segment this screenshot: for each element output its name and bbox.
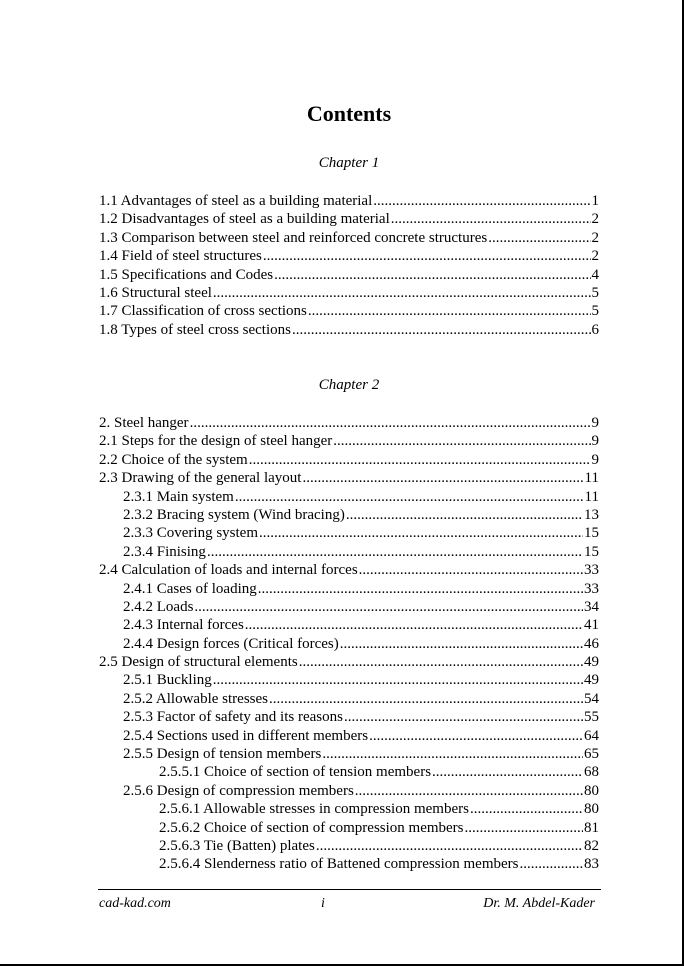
dot-leader [213, 671, 583, 689]
dot-leader [190, 414, 591, 432]
toc-entry-page: 9 [591, 451, 599, 468]
toc-entry-label: 2.5.2 Allowable stresses [123, 690, 268, 707]
toc-entry[interactable] [99, 782, 599, 800]
dot-leader [259, 524, 583, 542]
toc-entry-page: 49 [584, 654, 599, 671]
toc-entry-page: 54 [584, 690, 599, 707]
dot-leader [249, 451, 591, 469]
dot-leader [373, 192, 590, 210]
toc-entry[interactable] [99, 192, 599, 210]
toc-entry-page: 2 [591, 248, 599, 265]
dot-leader [213, 284, 591, 302]
dot-leader [470, 800, 583, 818]
toc-entry[interactable] [99, 855, 599, 873]
toc-entry-label: 1.1 Advantages of steel as a building material [99, 193, 373, 209]
toc-entry-page: 41 [584, 617, 599, 634]
toc-entry[interactable] [99, 414, 599, 432]
toc-entry-label: 2.5.6.3 Tie (Batten) plates [159, 837, 315, 854]
dot-leader [344, 708, 583, 726]
dot-leader [308, 302, 591, 320]
toc-entry-label: 2.3.4 Finising [123, 543, 206, 560]
toc-entry-page: 33 [584, 580, 599, 597]
toc-entry[interactable] [99, 432, 599, 450]
toc-entry-page: 9 [591, 415, 599, 431]
dot-leader [520, 855, 583, 873]
dot-leader [488, 229, 590, 247]
toc-entry-page: 65 [584, 746, 599, 763]
toc-entry-page: 5 [591, 303, 599, 320]
toc-entry[interactable] [99, 819, 599, 837]
dot-leader [346, 506, 583, 524]
chapter-1-toc [99, 192, 599, 339]
dot-leader [269, 690, 583, 708]
dot-leader [322, 745, 583, 763]
toc-entry[interactable] [99, 229, 599, 247]
toc-entry-label: 2.5.5 Design of tension members [123, 746, 322, 763]
toc-entry-label: 2.5.4 Sections used in different members [123, 727, 369, 744]
toc-entry-page: 15 [584, 525, 599, 542]
dot-leader [299, 653, 583, 671]
toc-entry-label: 1.3 Comparison between steel and reinforced concrete structures [99, 229, 488, 246]
toc-entry-page: 11 [584, 470, 599, 487]
toc-entry-page: 11 [584, 488, 599, 505]
dot-leader [355, 782, 583, 800]
toc-entry[interactable] [99, 837, 599, 855]
dot-leader [258, 580, 583, 598]
toc-entry-page: 13 [584, 506, 599, 523]
toc-entry-page: 6 [591, 321, 599, 338]
toc-entry[interactable] [99, 302, 599, 320]
toc-entry-page: 9 [591, 433, 599, 450]
toc-entry[interactable] [99, 469, 599, 487]
footer-author: Dr. M. Abdel-Kader [483, 896, 595, 911]
toc-entry-page: 83 [584, 856, 599, 873]
toc-entry-label: 2. Steel hanger [99, 415, 189, 431]
toc-entry[interactable] [99, 800, 599, 818]
footer-website: cad-kad.com [99, 896, 171, 911]
dot-leader [274, 266, 590, 284]
toc-entry[interactable] [99, 247, 599, 265]
toc-entry[interactable] [99, 690, 599, 708]
toc-entry-label: 1.2 Disadvantages of steel as a building material [99, 211, 390, 228]
toc-entry[interactable] [99, 506, 599, 524]
toc-entry[interactable] [99, 321, 599, 339]
footer-divider [98, 889, 601, 890]
toc-entry-label: 2.1 Steps for the design of steel hanger [99, 433, 333, 450]
toc-entry[interactable] [99, 266, 599, 284]
toc-entry-label: 2.3 Drawing of the general layout [99, 470, 302, 487]
dot-leader [292, 321, 591, 339]
toc-entry-label: 2.4.1 Cases of loading [123, 580, 257, 597]
toc-entry[interactable] [99, 653, 599, 671]
toc-entry-label: 2.5.5.1 Choice of section of tension members [159, 764, 432, 781]
dot-leader [333, 432, 590, 450]
toc-entry-label: 2.5.3 Factor of safety and its reasons [123, 709, 343, 726]
toc-entry-page: 2 [591, 229, 599, 246]
dot-leader [316, 837, 583, 855]
dot-leader [359, 561, 583, 579]
toc-entry[interactable] [99, 727, 599, 745]
toc-entry-page: 64 [584, 727, 599, 744]
toc-entry[interactable] [99, 708, 599, 726]
dot-leader [465, 819, 583, 837]
toc-entry-label: 2.5 Design of structural elements [99, 654, 298, 671]
toc-entry-page: 2 [591, 211, 599, 228]
toc-entry[interactable] [99, 616, 599, 634]
toc-entry-page: 5 [591, 284, 599, 301]
toc-entry-label: 2.4.2 Loads [123, 598, 194, 615]
dot-leader [207, 543, 583, 561]
toc-entry-label: 2.2 Choice of the system [99, 451, 248, 468]
chapter-2-toc [99, 414, 599, 874]
toc-entry-page: 82 [584, 837, 599, 854]
toc-entry-label: 2.3.3 Covering system [123, 525, 258, 542]
toc-entry-page: 80 [584, 782, 599, 799]
toc-entry[interactable] [99, 210, 599, 228]
chapter-2-heading: Chapter 2 [318, 377, 380, 393]
toc-entry-label: 1.7 Classification of cross sections [99, 303, 307, 320]
toc-entry-label: 2.4.3 Internal forces [123, 617, 244, 634]
toc-entry[interactable] [99, 561, 599, 579]
toc-entry[interactable] [99, 598, 599, 616]
toc-entry-page: 1 [591, 193, 599, 209]
toc-entry[interactable] [99, 745, 599, 763]
dot-leader [340, 635, 583, 653]
toc-entry-label: 2.5.6.2 Choice of section of compression members [159, 819, 464, 836]
dot-leader [432, 763, 583, 781]
toc-entry-label: 1.5 Specifications and Codes [99, 266, 274, 283]
dot-leader [302, 469, 583, 487]
toc-entry-label: 2.5.1 Buckling [123, 672, 212, 689]
toc-entry-label: 2.4 Calculation of loads and internal forces [99, 562, 358, 579]
toc-entry-page: 55 [584, 709, 599, 726]
dot-leader [263, 247, 591, 265]
toc-entry[interactable] [99, 451, 599, 469]
toc-entry-page: 46 [584, 635, 599, 652]
dot-leader [245, 616, 583, 634]
page-title: Contents [306, 101, 392, 126]
toc-entry[interactable] [99, 543, 599, 561]
toc-entry-label: 2.4.4 Design forces (Critical forces) [123, 635, 339, 652]
toc-entry-label: 1.4 Field of steel structures [99, 248, 262, 265]
toc-entry-label: 2.5.6.1 Allowable stresses in compression members [159, 801, 469, 818]
toc-entry-label: 2.3.2 Bracing system (Wind bracing) [123, 506, 345, 523]
dot-leader [391, 210, 591, 228]
toc-entry-page: 15 [584, 543, 599, 560]
toc-entry[interactable] [99, 763, 599, 781]
toc-entry[interactable] [99, 635, 599, 653]
toc-entry[interactable] [99, 284, 599, 302]
toc-entry-label: 1.6 Structural steel [99, 284, 212, 301]
toc-entry-page: 80 [584, 801, 599, 818]
toc-entry[interactable] [99, 524, 599, 542]
toc-entry[interactable] [99, 671, 599, 689]
toc-entry[interactable] [99, 580, 599, 598]
toc-entry-page: 4 [591, 266, 599, 283]
dot-leader [235, 488, 584, 506]
toc-entry-label: 1.8 Types of steel cross sections [99, 321, 291, 338]
toc-entry-label: 2.3.1 Main system [123, 488, 234, 505]
chapter-1-heading: Chapter 1 [318, 155, 380, 171]
toc-entry-page: 68 [584, 764, 599, 781]
toc-entry-label: 2.5.6 Design of compression members [123, 782, 354, 799]
toc-entry-page: 81 [584, 819, 599, 836]
toc-entry-page: 34 [584, 598, 599, 615]
dot-leader [369, 727, 583, 745]
footer-page-number: i [321, 896, 325, 911]
toc-entry[interactable] [99, 488, 599, 506]
toc-entry-label: 2.5.6.4 Slenderness ratio of Battened compression members [159, 856, 519, 873]
toc-entry-page: 49 [584, 672, 599, 689]
dot-leader [194, 598, 583, 616]
toc-entry-page: 33 [584, 562, 599, 579]
